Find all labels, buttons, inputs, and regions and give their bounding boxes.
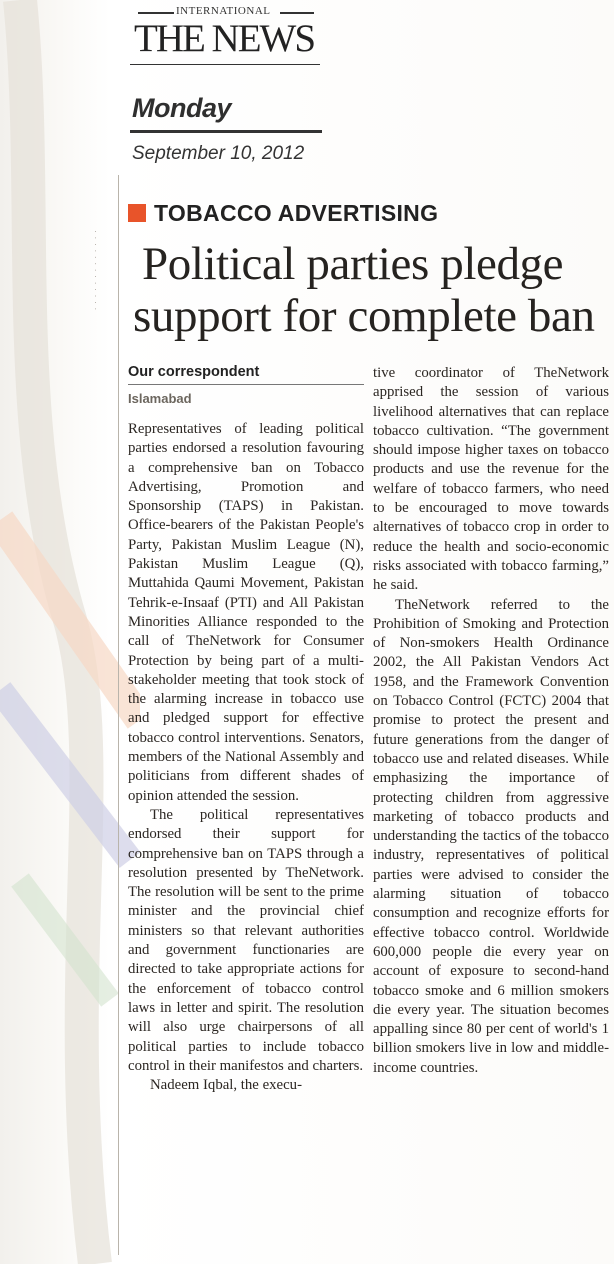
dateline: Islamabad xyxy=(128,391,192,406)
article-paragraph: tive coordinator of TheNetwork apprised the session of various livelihood alternatives that can replace tobacco cultivation. “The government should impose higher taxes on tobacco products and use the revenue for the welfare of tobacco farmers, who need to be encouraged to move towards alternatives of tobacco crop in order to reduce the health and socio-economic risks associated with tobacco farming,” he said. xyxy=(373,365,609,594)
masthead-international: INTERNATIONAL xyxy=(176,5,271,17)
headline-line-1: Political parties pledge xyxy=(142,238,564,290)
watermark-logo xyxy=(0,0,140,1264)
article-column-1 xyxy=(128,420,364,1260)
masthead-divider xyxy=(130,64,320,65)
section-marker-icon xyxy=(128,204,146,222)
article-paragraph: TheNetwork referred to the Prohibition of Smoking and Protection of Non-smokers Health Ordinance 2002, the All Pakistan Vendors Act 1958, and the Framework Convention on Tobacco Control (FCTC) 2004 that promise to protect the present and future generations from the danger of tobacco use and related diseases. While emphasizing the importance of protecting children from aggressive marketing of tobacco products and understanding the tactics of the tobacco industry, representatives of political parties were advised to consider the alarming situation of tobacco consumption and recognize efforts for effective tobacco control. Worldwide 600,000 people die every year on account of exposure to second-hand tobacco smoke and 6 million smokers die every year. The situation becomes appalling since 80 per cent of world's 1 billion smokers live in low and middle-income countries. xyxy=(373,596,609,1076)
masthead-rule-left xyxy=(138,12,174,14)
scan-edge-marks: · · · · · · · · · · · · · xyxy=(92,229,100,310)
article-paragraph: Representatives of leading political parties endorsed a resolution favouring a comprehensive ban on Tobacco Advertising, Promotion and Sponsorship (TAPS) in Pakistan. Office-bearers of the Pakistan People's Party, Pakistan Muslim League (N), Pakistan Muslim League (Q), Muttahida Qaumi Movement, Pakistan Tehrik-e-Insaaf (PTI) and All Pakistan Minorities Alliance responded to the call of TheNetwork for Consumer Protection by being part of a multi-stakeholder meeting that took stock of the alarming increase in tobacco use and pledged support for effective tobacco control interventions. Senators, members of the National Assembly and politicians from different shades of opinion attended the session. xyxy=(128,421,364,804)
byline: Our correspondent xyxy=(128,364,260,380)
byline-rule xyxy=(128,384,364,385)
headline-line-2: support for complete ban xyxy=(133,290,595,342)
newspaper-logo: THE NEWS xyxy=(134,17,315,60)
article-column-2 xyxy=(373,364,609,1260)
section-title: TOBACCO ADVERTISING xyxy=(154,199,439,226)
article-paragraph: The political representatives endorsed their support for comprehensive ban on TAPS through a resolution presented by TheNetwork. The resolution will be sent to the prime minister and the provincial chief ministers so that relevant authorities and government functionaries are directed to take appropriate actions for the enforcement of tobacco control laws in letter and spirit. The resolution will also urge chairpersons of all political parties to include tobacco control in their manifestos and charters. xyxy=(128,806,364,1074)
publication-day: Monday xyxy=(132,93,232,123)
masthead xyxy=(130,2,330,172)
masthead-rule-right xyxy=(280,12,314,14)
date-divider xyxy=(130,130,322,133)
section-label xyxy=(128,198,438,228)
article-paragraph: Nadeem Iqbal, the execu- xyxy=(150,1077,303,1094)
publication-date: September 10, 2012 xyxy=(132,143,305,164)
column-rule xyxy=(118,175,119,1255)
